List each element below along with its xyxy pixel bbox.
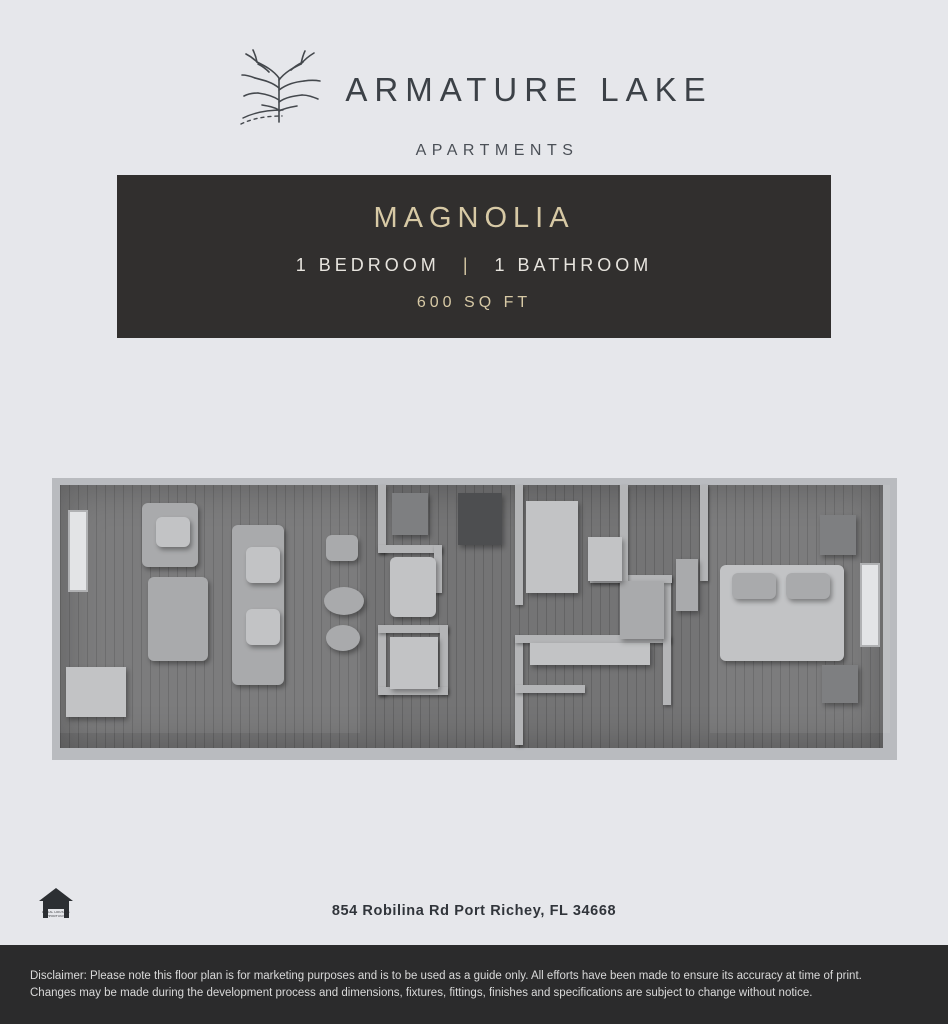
eho-label — [36, 910, 76, 918]
refrigerator — [458, 493, 502, 545]
plan-separator: | — [462, 254, 472, 275]
interior-wall — [378, 625, 448, 633]
closet-shelf — [530, 643, 650, 665]
bathroom-wall — [663, 575, 671, 705]
plan-square-feet: 600 SQ FT — [416, 293, 532, 311]
floorplan-floor — [60, 485, 883, 748]
pillow — [786, 573, 830, 599]
plan-bed-bath — [296, 255, 652, 276]
interior-wall — [378, 625, 386, 695]
eho-line-1: EQUAL HOUSING — [42, 910, 70, 914]
window-bedroom — [860, 563, 880, 647]
bathroom-tub — [588, 537, 622, 581]
nightstand — [822, 665, 858, 703]
disclaimer-line-1: Disclaimer: Please note this floor plan is for marketing purposes and is to be used as a guide only. All efforts have been made to ensure its accuracy at time of print. — [30, 970, 862, 982]
interior-wall — [378, 485, 386, 553]
tree-icon — [235, 48, 331, 132]
disclaimer-line-2: Changes may be made during the development process and dimensions, fixtures, fittings, finishes and specifications are subject to change without notice. — [30, 987, 813, 999]
interior-wall — [515, 485, 523, 605]
side-round-table — [326, 625, 360, 651]
coffee-table — [324, 587, 364, 615]
floorplan-info-panel — [117, 175, 831, 338]
plan-bathrooms: 1 BATHROOM — [494, 254, 653, 275]
brand-row — [235, 48, 712, 132]
bedroom-door — [676, 559, 698, 611]
window-living — [68, 510, 88, 592]
chair-cushion — [156, 517, 190, 547]
plan-bedrooms: 1 BEDROOM — [295, 254, 440, 275]
plan-name: MAGNOLIA — [373, 201, 575, 234]
kitchen-cabinet — [392, 493, 428, 535]
sofa-cushion — [246, 609, 280, 645]
disclaimer-bar — [0, 945, 948, 1024]
bathroom-fixture — [620, 581, 664, 639]
ottoman — [326, 535, 358, 561]
interior-wall — [700, 485, 708, 581]
brand-name: ARMATURE LAKE — [345, 71, 713, 108]
property-address: 854 Robilina Rd Port Richey, FL 34668 — [331, 903, 617, 919]
floorplan-image — [52, 478, 897, 760]
interior-wall — [378, 545, 442, 553]
eho-line-2: OPPORTUNITY — [44, 914, 68, 918]
pillow — [732, 573, 776, 599]
kitchen-counter — [526, 501, 578, 593]
equal-housing-opportunity-icon — [36, 884, 76, 924]
brand-header — [0, 48, 948, 160]
sofa-cushion — [246, 547, 280, 583]
interior-wall — [440, 625, 448, 693]
kitchen-island — [390, 557, 436, 617]
interior-wall — [515, 685, 585, 693]
side-table — [148, 577, 208, 661]
nightstand — [820, 515, 856, 555]
brand-subtitle: APARTMENTS — [415, 142, 579, 159]
bathroom-vanity — [390, 637, 438, 689]
balcony-table — [66, 667, 126, 717]
